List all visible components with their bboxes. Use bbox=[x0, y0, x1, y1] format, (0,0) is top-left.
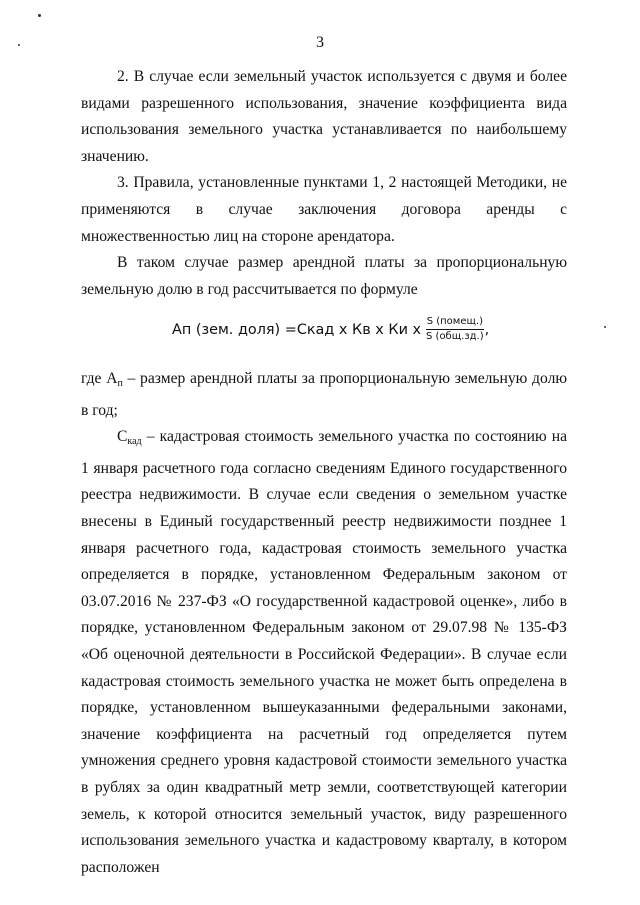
symbol-skad: С bbox=[117, 428, 128, 446]
symbol-skad-sub: кад bbox=[127, 436, 142, 448]
symbol-an-sub: п bbox=[117, 378, 123, 389]
scan-speck bbox=[604, 326, 606, 328]
formula-rhs: Скад х Кв х Ки х bbox=[296, 321, 422, 338]
scan-speck bbox=[38, 14, 41, 17]
fraction-numerator: S (помещ.) bbox=[426, 316, 484, 330]
formula-fraction bbox=[425, 316, 485, 343]
where-text: – размер арендной платы за пропорциональную земельную долю в год; bbox=[81, 370, 567, 419]
cadastral-paragraph bbox=[81, 424, 567, 881]
document-body-bottom bbox=[81, 366, 567, 881]
formula-lhs: Ап (зем. доля) = bbox=[172, 321, 297, 338]
paragraph-2: 2. В случае если земельный участок используется с двумя и более видами разрешенного использования, значение коэффициента вида использования земельного участка устанавливается по наибольшему значению. bbox=[81, 68, 567, 165]
formula-tail: , bbox=[484, 321, 490, 338]
page-number: 3 bbox=[316, 34, 324, 51]
cadastral-text: – кадастровая стоимость земельного участка по состоянию на 1 января расчетного года согласно сведениям Единого государственного реестра недвижимости. В случае если сведения о земельном участке внесены в Единый государственный реестр недвижимости позднее 1 января расчетного года, кадастровая стоимость земельного участка определяется в порядке, установленном Федеральным законом от 03.07.2016 № 237-ФЗ «О государственной кадастровой оценке», либо в порядке, установленном Федеральным законом от 29.07.98 № 135-ФЗ «Об оценочной деятельности в Российской Федерации». В случае если кадастровая стоимость земельного участка не может быть определена в порядке, установленном вышеуказанными федеральными законами, значение коэффициента на расчетный год определяется путем умножения среднего уровня кадастровой стоимости земельного участка в рублях за один квадратный метр земли, соответствующей категории земель, к которой относится земельный участок, виду разрешенного использования земельного участка и кадастровому кварталу, в котором расположен bbox=[81, 428, 567, 876]
symbol-an: А bbox=[106, 370, 118, 387]
paragraph-3: 3. Правила, установленные пунктами 1, 2 настоящей Методики, не применяются в случае заключения договора аренды с множественностью лиц на стороне арендатора. bbox=[81, 174, 567, 245]
where-clause: где $А_п$ – размер арендной платы за пропорциональную земельную долю в год; bbox=[81, 370, 567, 419]
paragraph-formula-intro: В таком случае размер арендной платы за пропорциональную земельную долю в год рассчитывается по формуле bbox=[81, 254, 567, 298]
fraction-denominator: S (общ.зд.) bbox=[426, 331, 484, 342]
formula bbox=[172, 316, 489, 343]
document-body-top bbox=[81, 64, 567, 303]
